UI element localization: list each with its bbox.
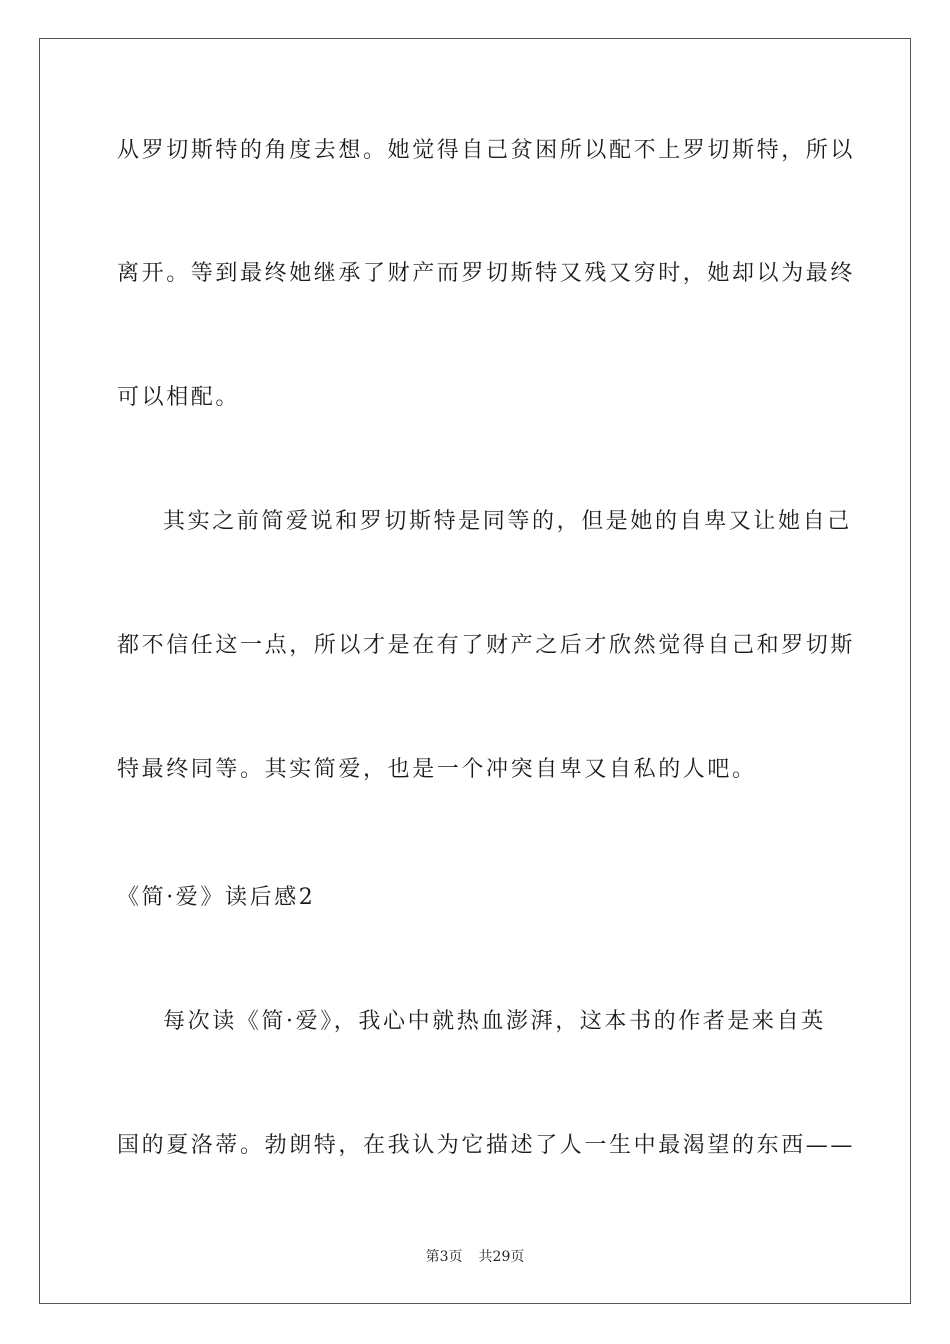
paragraph-line: 国的夏洛蒂。勃朗特，在我认为它描述了人一生中最渴望的东西—— (117, 1133, 856, 1158)
page-number: 第3页 (425, 1249, 463, 1265)
paragraph-line: 特最终同等。其实简爱，也是一个冲突自卑又自私的人吧。 (117, 757, 757, 782)
page-total: 共29页 (478, 1249, 525, 1265)
page-footer (0, 1247, 950, 1267)
paragraph-line: 其实之前简爱说和罗切斯特是同等的，但是她的自卑又让她自己 (163, 509, 852, 534)
page-border (39, 38, 911, 1304)
paragraph-line: 从罗切斯特的角度去想。她觉得自己贫困所以配不上罗切斯特，所以 (117, 138, 856, 163)
paragraph-line: 都不信任这一点，所以才是在有了财产之后才欣然觉得自己和罗切斯 (117, 633, 856, 658)
paragraph-line: 每次读《简·爱》，我心中就热血澎湃，这本书的作者是来自英 (163, 1009, 826, 1034)
paragraph-line: 可以相配。 (117, 385, 241, 410)
section-heading: 《简·爱》读后感2 (117, 885, 316, 910)
paragraph-line: 离开。等到最终她继承了财产而罗切斯特又残又穷时，她却以为最终 (117, 261, 856, 286)
